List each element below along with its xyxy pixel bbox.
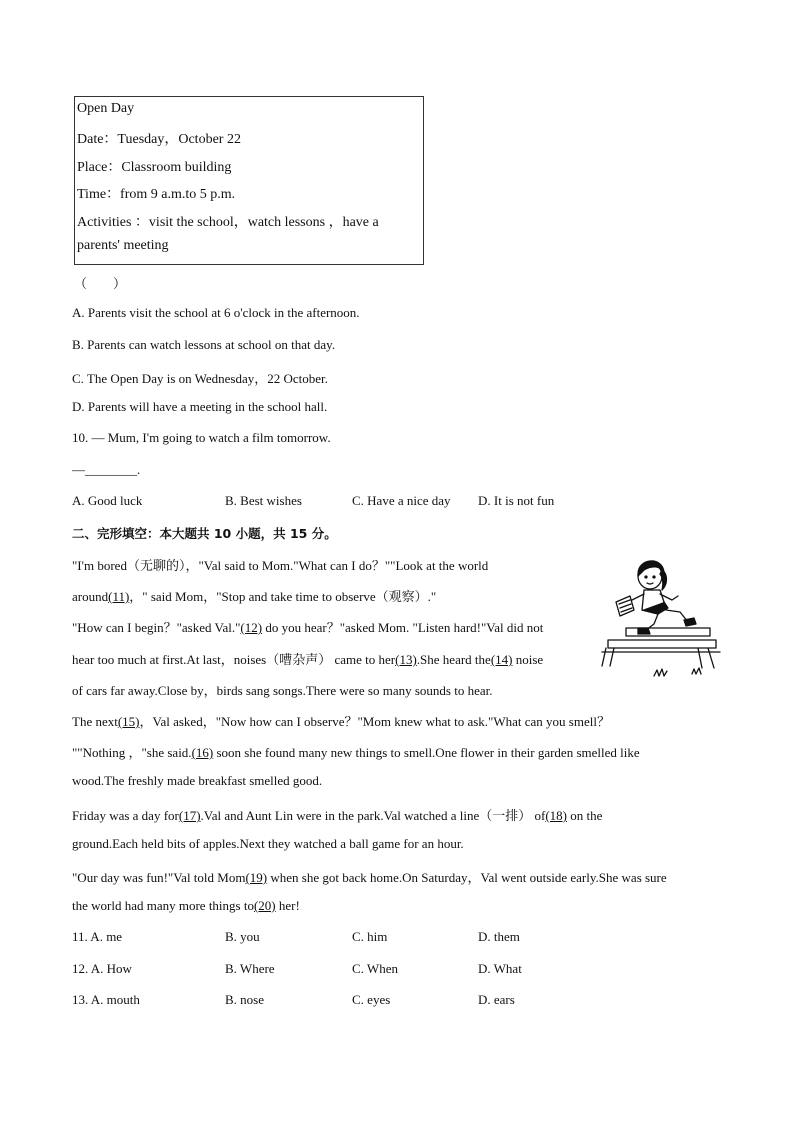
notice-time: Time：from 9 a.m.to 5 p.m.: [77, 187, 236, 202]
blank-19: (19): [245, 870, 268, 885]
text: .Val and Aunt Lin were in the park.Val watched a line（一排） of: [200, 808, 546, 823]
passage-line-10: ground.Each held bits of apples.Next they watched a ball game for an hour.: [72, 836, 464, 851]
q9-option-b: B. Parents can watch lessons at school on that day.: [72, 337, 336, 352]
q13-option-d: D. ears: [478, 992, 515, 1007]
passage-line-6: [72, 711, 610, 730]
answer-blank: （ ）: [74, 276, 127, 291]
q10-option-b: B. Best wishes: [225, 493, 302, 508]
q11-option-d: D. them: [478, 929, 520, 944]
q13-option-b: B. nose: [225, 992, 264, 1007]
blank-17: (17): [178, 808, 201, 823]
text: the world had many more things to: [72, 898, 254, 913]
blank-18: (18): [545, 808, 567, 823]
passage-line-4: [72, 649, 543, 668]
blank-13: (13): [395, 652, 417, 667]
text: "Our day was fun!"Val told Mom: [72, 870, 246, 885]
q12-option-b: B. Where: [225, 961, 275, 976]
q9-option-d: D. Parents will have a meeting in the school hall.: [72, 399, 328, 414]
passage-line-7: [72, 742, 640, 761]
blank-14: (14): [490, 652, 513, 667]
q13-option-c: C. eyes: [352, 992, 391, 1007]
section-heading: 二、完形填空：本大题共 10 小题，共 15 分。: [72, 526, 337, 541]
text: Friday was a day for: [72, 808, 179, 823]
passage-line-1: "I'm bored（无聊的），"Val said to Mom."What can I do？""Look at the world: [72, 558, 489, 573]
notice-activities-cont: parents' meeting: [77, 238, 169, 253]
text: The next: [72, 714, 118, 729]
passage-line-9: [72, 805, 602, 824]
q10-option-c: C. Have a nice day: [352, 493, 451, 508]
text: ，" said Mom，"Stop and take time to observe（观察）.": [129, 589, 437, 604]
text: ""Nothing ，"she said.: [72, 745, 192, 760]
q12-option-a: 12. A. How: [72, 961, 132, 976]
passage-line-3: [72, 617, 543, 636]
passage-line-2: [72, 586, 436, 605]
passage-line-8: wood.The freshly made breakfast smelled good.: [72, 773, 323, 788]
blank-12: (12): [240, 620, 263, 635]
girl-jumping-illustration: [598, 550, 724, 680]
q10-answer-line: [72, 462, 140, 478]
notice-place: Place：Classroom building: [77, 160, 232, 175]
open-day-notice: [74, 96, 424, 265]
notice-title: Open Day: [77, 101, 135, 116]
notice-activities: Activities ：visit the school，watch lessons ，have a: [77, 215, 379, 230]
passage-line-5: of cars far away.Close by，birds sang songs.There were so many sounds to hear.: [72, 683, 493, 698]
q10-option-d: D. It is not fun: [478, 493, 555, 508]
passage-line-11: [72, 867, 667, 886]
answer-blank-line: ________: [85, 462, 137, 477]
text: around: [72, 589, 109, 604]
q10-stem: 10. — Mum, I'm going to watch a film tomorrow.: [72, 430, 331, 445]
text: hear too much at first.At last，noises（嘈杂声） came to her: [72, 652, 396, 667]
q13-option-a: 13. A. mouth: [72, 992, 140, 1007]
text: soon she found many new things to smell.One flower in their garden smelled like: [213, 745, 640, 760]
blank-16: (16): [191, 745, 214, 760]
q9-option-a: A. Parents visit the school at 6 o'clock in the afternoon.: [72, 305, 360, 320]
notice-date: Date：Tuesday，October 22: [77, 132, 241, 147]
blank-15: (15): [117, 714, 140, 729]
text: do you hear？"asked Mom. "Listen hard!"Val did not: [262, 620, 544, 635]
q12-option-d: D. What: [478, 961, 522, 976]
period: .: [137, 462, 141, 477]
q10-option-a: A. Good luck: [72, 493, 143, 508]
q12-option-c: C. When: [352, 961, 398, 976]
text: her!: [275, 898, 300, 913]
q9-option-c: C. The Open Day is on Wednesday，22 October.: [72, 371, 328, 386]
blank-20: (20): [253, 898, 276, 913]
text: "How can I begin？"asked Val.": [72, 620, 241, 635]
q11-option-b: B. you: [225, 929, 260, 944]
text: when she got back home.On Saturday，Val went outside early.She was sure: [267, 870, 667, 885]
q11-option-a: 11. A. me: [72, 929, 123, 944]
text: on the: [566, 808, 603, 823]
text: .She heard the: [416, 652, 491, 667]
text: noise: [512, 652, 544, 667]
text: ，Val asked，"Now how can I observe？"Mom knew what to ask."What can you smell？: [139, 714, 610, 729]
dash: —: [72, 462, 85, 477]
q11-option-c: C. him: [352, 929, 388, 944]
blank-11: (11): [108, 589, 130, 604]
passage-line-12: [72, 898, 300, 914]
